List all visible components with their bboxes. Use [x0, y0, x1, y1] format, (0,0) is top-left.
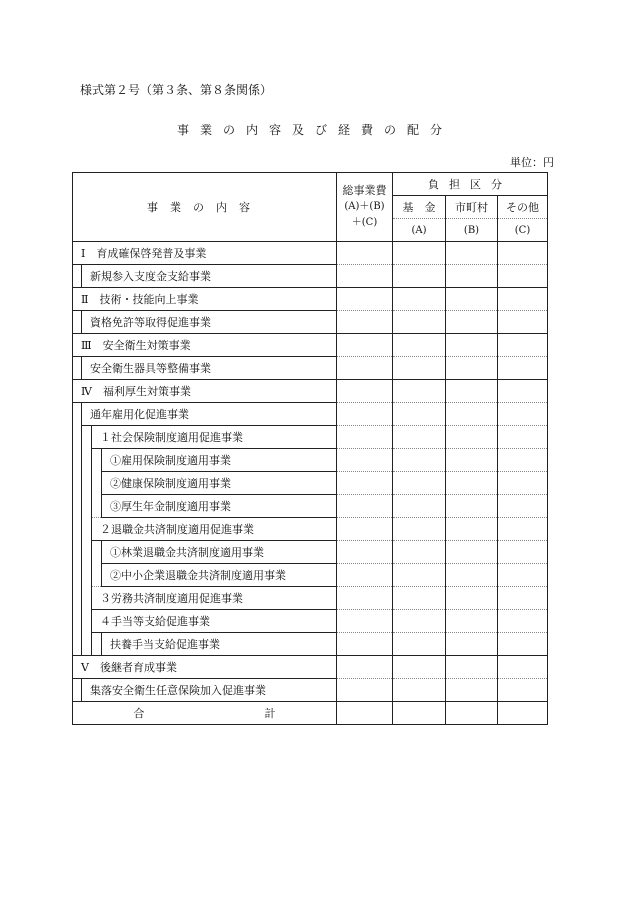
- row-label: 通年雇用化促進事業: [82, 403, 337, 426]
- table-row: [73, 633, 548, 656]
- city-cell: [446, 426, 498, 449]
- indent-cell: [73, 610, 82, 633]
- indent-cell: [82, 541, 92, 564]
- other-cell: [498, 242, 548, 265]
- indent-cell: [82, 449, 92, 472]
- fund-cell: [393, 242, 446, 265]
- table-row: [73, 564, 548, 587]
- city-cell: [446, 265, 498, 288]
- total-cost-cell: [337, 380, 393, 403]
- indent-cell: [73, 495, 82, 518]
- table-row: [73, 518, 548, 541]
- fund-cell: [393, 702, 446, 725]
- indent-cell: [82, 426, 92, 449]
- row-label: ①林業退職金共済制度適用事業: [102, 541, 337, 564]
- row-label: ２退職金共済制度適用促進事業: [92, 518, 337, 541]
- fund-cell: [393, 357, 446, 380]
- indent-cell: [73, 587, 82, 610]
- header-fund: 基 金: [393, 196, 446, 219]
- total-cost-cell: [337, 265, 393, 288]
- header-city: 市町村: [446, 196, 498, 219]
- header-content: [73, 173, 337, 242]
- row-label: 扶養手当支給促進事業: [102, 633, 337, 656]
- total-cost-cell: [337, 495, 393, 518]
- indent-cell: [82, 518, 92, 541]
- city-cell: [446, 380, 498, 403]
- indent-cell: [73, 265, 82, 288]
- other-cell: [498, 449, 548, 472]
- table-row: [73, 449, 548, 472]
- total-cost-cell: [337, 357, 393, 380]
- fund-cell: [393, 449, 446, 472]
- total-row: [73, 702, 548, 725]
- fund-cell: [393, 472, 446, 495]
- table-row: [73, 656, 548, 679]
- fund-cell: [393, 426, 446, 449]
- city-cell: [446, 288, 498, 311]
- city-cell: [446, 633, 498, 656]
- indent-cell: [73, 518, 82, 541]
- indent-cell: [73, 679, 82, 702]
- fund-cell: [393, 679, 446, 702]
- total-cost-cell: [337, 449, 393, 472]
- city-cell: [446, 311, 498, 334]
- table-row: [73, 380, 548, 403]
- fund-cell: [393, 587, 446, 610]
- other-cell: [498, 702, 548, 725]
- indent-cell: [82, 472, 92, 495]
- header-b: (B): [446, 219, 498, 242]
- table-row: [73, 357, 548, 380]
- other-cell: [498, 472, 548, 495]
- document-title: 事業の内容及び経費の配分: [176, 123, 453, 137]
- other-cell: [498, 311, 548, 334]
- total-label: [73, 702, 337, 725]
- total-cost-cell: [337, 679, 393, 702]
- indent-cell: [82, 495, 92, 518]
- total-cost-cell: [337, 541, 393, 564]
- other-cell: [498, 334, 548, 357]
- header-total-line2: (A)＋(B): [344, 201, 385, 212]
- other-cell: [498, 380, 548, 403]
- table-row: [73, 426, 548, 449]
- total-label-part1: 合: [133, 707, 145, 720]
- table-row: [73, 288, 548, 311]
- table-row: [73, 334, 548, 357]
- indent-cell: [92, 633, 102, 656]
- table-row: [73, 472, 548, 495]
- header-total-line1: 総事業費: [342, 184, 387, 197]
- row-label: ②健康保険制度適用事業: [102, 472, 337, 495]
- row-label: ②中小企業退職金共済制度適用事業: [102, 564, 337, 587]
- other-cell: [498, 656, 548, 679]
- indent-cell: [73, 541, 82, 564]
- indent-cell: [73, 311, 82, 334]
- table-row: [73, 495, 548, 518]
- fund-cell: [393, 403, 446, 426]
- header-burden: [393, 173, 548, 196]
- row-label: ４手当等支給促進事業: [92, 610, 337, 633]
- indent-cell: [92, 472, 102, 495]
- indent-cell: [73, 357, 82, 380]
- row-label: 安全衛生器具等整備事業: [82, 357, 337, 380]
- city-cell: [446, 403, 498, 426]
- row-label: ③厚生年金制度適用事業: [102, 495, 337, 518]
- table-row: [73, 541, 548, 564]
- other-cell: [498, 426, 548, 449]
- row-label: ３労務共済制度適用促進事業: [92, 587, 337, 610]
- fund-cell: [393, 541, 446, 564]
- total-cost-cell: [337, 311, 393, 334]
- total-cost-cell: [337, 288, 393, 311]
- city-cell: [446, 518, 498, 541]
- row-label: 集落安全衛生任意保険加入促進事業: [82, 679, 337, 702]
- city-cell: [446, 587, 498, 610]
- city-cell: [446, 334, 498, 357]
- fund-cell: [393, 656, 446, 679]
- indent-cell: [92, 541, 102, 564]
- indent-cell: [92, 495, 102, 518]
- table-row: [73, 265, 548, 288]
- other-cell: [498, 495, 548, 518]
- row-label: 新規参入支度金支給事業: [82, 265, 337, 288]
- expense-allocation-table: [72, 172, 548, 725]
- total-cost-cell: [337, 472, 393, 495]
- city-cell: [446, 702, 498, 725]
- total-cost-cell: [337, 242, 393, 265]
- other-cell: [498, 633, 548, 656]
- other-cell: [498, 679, 548, 702]
- indent-cell: [82, 610, 92, 633]
- city-cell: [446, 541, 498, 564]
- total-cost-cell: [337, 702, 393, 725]
- table-row: [73, 403, 548, 426]
- total-cost-cell: [337, 426, 393, 449]
- header-c: (C): [498, 219, 548, 242]
- other-cell: [498, 357, 548, 380]
- city-cell: [446, 679, 498, 702]
- indent-cell: [73, 426, 82, 449]
- header-total-line3: ＋(C): [351, 217, 378, 228]
- city-cell: [446, 564, 498, 587]
- indent-cell: [73, 449, 82, 472]
- fund-cell: [393, 380, 446, 403]
- indent-cell: [73, 403, 82, 426]
- indent-cell: [92, 449, 102, 472]
- city-cell: [446, 472, 498, 495]
- indent-cell: [73, 472, 82, 495]
- other-cell: [498, 564, 548, 587]
- city-cell: [446, 610, 498, 633]
- other-cell: [498, 541, 548, 564]
- other-cell: [498, 587, 548, 610]
- row-label: Ⅱ 技術・技能向上事業: [73, 288, 337, 311]
- indent-cell: [73, 564, 82, 587]
- row-label: Ⅳ 福利厚生対策事業: [73, 380, 337, 403]
- total-cost-cell: [337, 587, 393, 610]
- indent-cell: [82, 587, 92, 610]
- city-cell: [446, 495, 498, 518]
- indent-cell: [82, 633, 92, 656]
- other-cell: [498, 610, 548, 633]
- table-row: [73, 610, 548, 633]
- row-label: １社会保険制度適用促進事業: [92, 426, 337, 449]
- table-row: [73, 311, 548, 334]
- other-cell: [498, 288, 548, 311]
- total-cost-cell: [337, 518, 393, 541]
- total-cost-cell: [337, 633, 393, 656]
- fund-cell: [393, 334, 446, 357]
- unit-label: 単位：円: [510, 156, 554, 169]
- total-label-part2: 計: [264, 707, 276, 720]
- other-cell: [498, 265, 548, 288]
- header-total-cost: [337, 173, 393, 242]
- indent-cell: [92, 564, 102, 587]
- fund-cell: [393, 495, 446, 518]
- fund-cell: [393, 518, 446, 541]
- header-content-label: 事業の内容: [147, 201, 262, 214]
- row-label: Ⅰ 育成確保啓発普及事業: [73, 242, 337, 265]
- other-cell: [498, 518, 548, 541]
- table-row: [73, 587, 548, 610]
- header-burden-label: 負担区分: [428, 178, 512, 191]
- indent-cell: [73, 633, 82, 656]
- row-label: Ⅴ 後継者育成事業: [73, 656, 337, 679]
- total-cost-cell: [337, 656, 393, 679]
- fund-cell: [393, 633, 446, 656]
- row-label: ①雇用保険制度適用事業: [102, 449, 337, 472]
- other-cell: [498, 403, 548, 426]
- city-cell: [446, 357, 498, 380]
- fund-cell: [393, 311, 446, 334]
- header-a: (A): [393, 219, 446, 242]
- total-cost-cell: [337, 334, 393, 357]
- indent-cell: [82, 564, 92, 587]
- city-cell: [446, 656, 498, 679]
- header-other: その他: [498, 196, 548, 219]
- row-label: 資格免許等取得促進事業: [82, 311, 337, 334]
- city-cell: [446, 242, 498, 265]
- table-row: [73, 242, 548, 265]
- total-cost-cell: [337, 564, 393, 587]
- header-row-1: [73, 173, 548, 196]
- fund-cell: [393, 564, 446, 587]
- total-cost-cell: [337, 403, 393, 426]
- form-number-label: 様式第２号（第３条、第８条関係）: [80, 83, 273, 97]
- table-row: [73, 679, 548, 702]
- total-cost-cell: [337, 610, 393, 633]
- city-cell: [446, 449, 498, 472]
- fund-cell: [393, 610, 446, 633]
- fund-cell: [393, 265, 446, 288]
- row-label: Ⅲ 安全衛生対策事業: [73, 334, 337, 357]
- fund-cell: [393, 288, 446, 311]
